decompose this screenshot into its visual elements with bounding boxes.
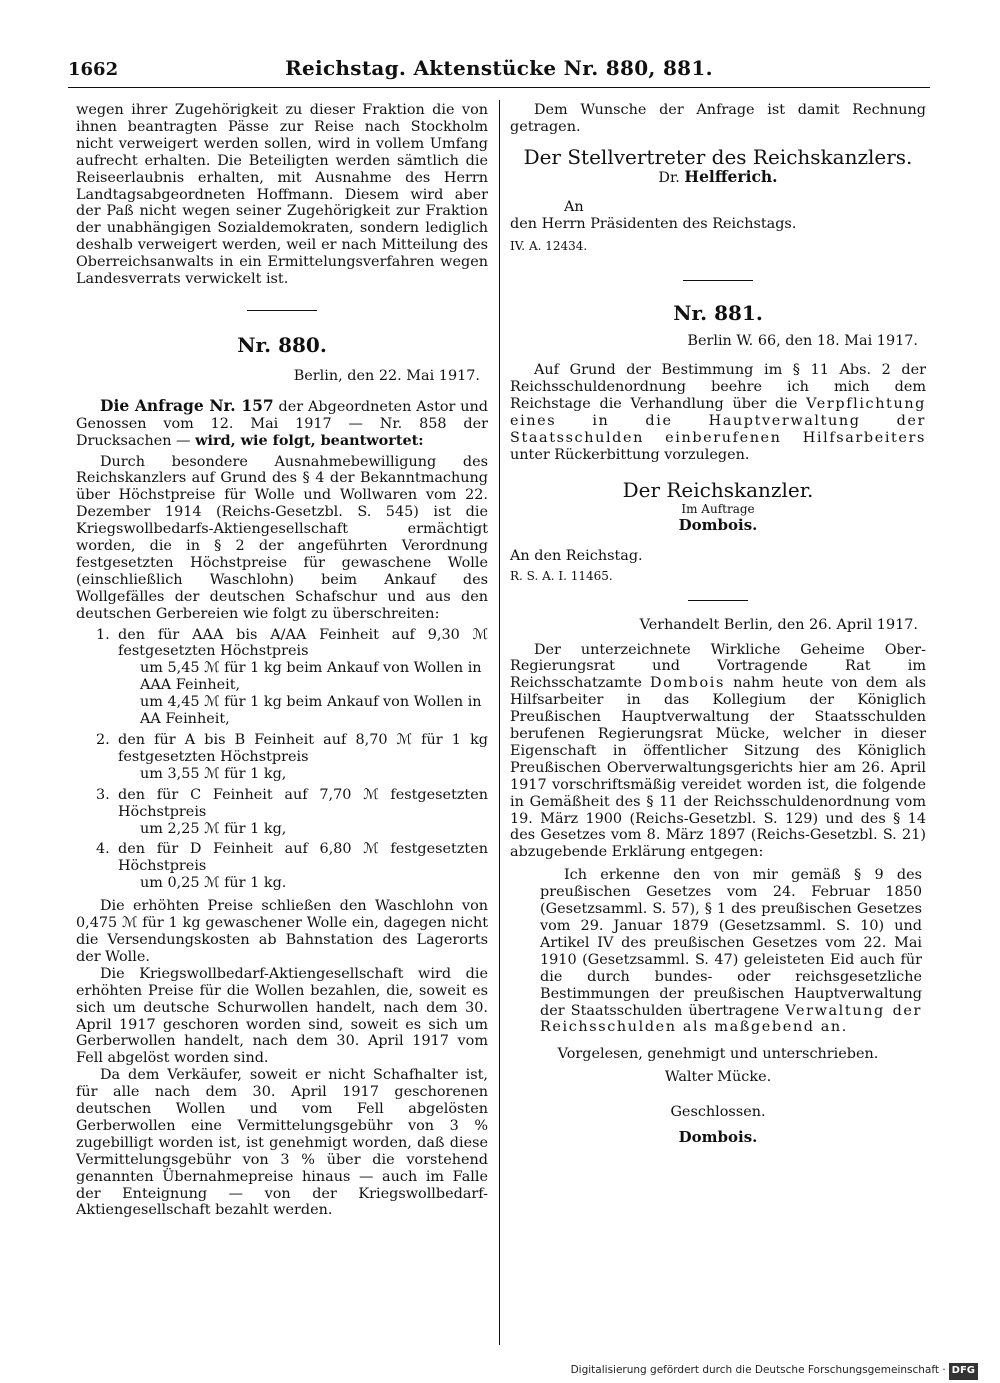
column-divider [499,100,500,1345]
dfg-logo: DFG [949,1363,978,1380]
list-number: 2. [96,732,110,748]
on-behalf-label: Im Auftrage [681,501,755,516]
address-line: den Herrn Präsidenten des Reichstags. [510,215,797,232]
continuation-paragraph: wegen ihrer Zugehörigkeit zu dieser Fraktion die von ihnen beantragten Pässe zur Reise nach Stockholm nicht verweigert werden sollen, wird in vollem Umfang aufrecht erhalten. Die Beteiligten werden sämtlich die Reiseerlaubnis erhalten, mit Ausnahme des Herrn Landtagsabgeordneten Hoffmann. Diesem wird aber der Paß nicht wegen seiner Zugehörigkeit zur Fraktion der unabhängigen Sozialdemokraten, sondern lediglich deshalb verweigert werden, weil er nach Mitteilung des Oberreichsanwalts in ein Ermittelungsverfahren wegen Landesverrats verwickelt ist. [76,102,488,288]
oath-declaration: Ich erkenne den von mir gemäß § 9 des preußischen Gesetzes vom 24. Februar 1850 (Gesetzsamml. S. 57), § 1 des preußischen Gesetzes vom 29. Januar 1879 (Gesetzsamml. S. 10) und Artikel IV des preußischen Gesetzes vom 22. Mai 1910 (Gesetzsamml. S. 47) geleisteten Eid auch für die durch bundes- oder reichsgesetzliche Bestimmungen der preußischen Hauptverwaltung der Staatsschulden übertragene Verwaltung der Reichsschulden als maßgebend an. [540,867,922,1036]
list-item: 2. den für A bis B Feinheit auf 8,70 ℳ für 1 kg festgesetzten Höchstpreis [96,732,488,765]
paragraph: Durch besondere Ausnahmebewilligung des Reichskanzlers auf Grund des § 4 der Bekanntmachung über Höchstpreise für Wolle und Wollwaren vom 22. Dezember 1914 (Reichs-Gesetzbl. S. 545) ist die Kriegswollbedarfs-Aktiengesellschaft ermächtigt worden, die in § 2 der angeführten Verordnung festgesetzten Höchstpreise für gewaschene Wolle (einschließlich Waschlohn) beim Ankauf des Wollgefälles der deutschen Schafschur und aus den deutschen Gerbereien wie folgt zu überschreiten: [76,453,488,622]
office-title: Der Stellvertreter des Reichskanzlers. [523,144,913,169]
list-subitem: um 2,25 ℳ für 1 kg, [140,820,287,837]
emphasized-name: Dombois [650,675,725,692]
intro-paragraph: Die Anfrage Nr. 157 der Abgeordneten Astor und Genossen vom 12. Mai 1917 — Nr. 858 der Drucksachen — wird, wie folgt, beantwortet: [76,395,488,449]
signature: Dr. Helfferich. [658,166,778,186]
answer-phrase: wird, wie folgt, beantwortet: [195,431,424,449]
page-title: Reichstag. Aktenstücke Nr. 880, 881. [285,56,713,80]
address-prefix: An [564,198,584,215]
paragraph: Auf Grund der Bestimmung im § 11 Abs. 2 der Reichsschuldenordnung beehre ich mich dem Reichstage die Verhandlung über die Verpflichtung eines in die Hauptverwaltung der Staatsschulden einberufenen Hilfsarbeiters unter Rückerbittung vorzulegen. [510,362,926,463]
list-item: 3. den für C Feinheit auf 7,70 ℳ festgesetzten Höchstpreis [96,786,488,820]
header-rule [68,87,930,88]
paragraph: Die Kriegswollbedarf-Aktiengesellschaft wird die erhöhten Preise für die Wollen bezahlen, die, soweit es sich um deutsche Schurwollen handelt, nach dem 30. April 1917 geschoren worden sind, soweit es sich um Gerberwollen handelt, nach dem 30. April 1917 vom Fell abgelöst worden sind. [76,965,488,1067]
digitization-note: Digitalisierung gefördert durch die Deutsche Forschungsgemeinschaft · DFG [571,1362,978,1380]
page-number: 1662 [68,59,119,80]
list-number: 4. [96,841,110,858]
right-column [510,102,926,1146]
date-line: Verhandelt Berlin, den 26. April 1917. [639,616,918,633]
list-number: 1. [96,626,110,643]
document-number-heading: Nr. 880. [237,332,327,357]
paragraph: Der unterzeichnete Wirkliche Geheime Ober-Regierungsrat und Vortragende Rat im Reichsschatzamte Dombois nahm heute von dem als Hilfsarbeiter in das Kollegium der Königlich Preußischen Hauptverwaltung der Staatsschulden berufenen Regierungsrat Mücke, welcher in dieser Eigenschaft in öffentlicher Sitzung des Königlich Preußischen Oberverwaltungsgerichts hier am 26. April 1917 vorschriftsmäßig vereidet worden ist, die folgende in Gemäßheit des § 11 der Reichsschuldenordnung vom 19. März 1900 (Reichs-Gesetzbl. S. 129) und des § 14 des Gesetzes vom 8. März 1897 (Reichs-Gesetzbl. S. 21) abzugebende Erklärung entgegen: [510,641,926,861]
list-item: 1. den für AAA bis A/AA Feinheit auf 9,30 ℳ festgesetzten Höchstpreis [96,626,488,660]
price-list [76,627,488,893]
paragraph: Die erhöhten Preise schließen den Waschlohn von 0,475 ℳ für 1 kg gewaschener Wolle ein, dagegen nicht die Versendungskosten ab Bahnstation des Lagerorts der Wolle. [76,898,488,965]
left-column [76,102,488,1219]
signer-name: Helfferich. [684,166,778,186]
list-item: 4. den für D Feinheit auf 6,80 ℳ festgesetzten Höchstpreis [96,841,488,875]
final-signature: Dombois. [678,1128,758,1147]
paragraph: Da dem Verkäufer, soweit er nicht Schafhalter ist, für alle nach dem 30. April 1917 geschorenen deutschen Wollen und vom Fell abgelösten Gerberwollen eine Vermittelungsgebühr von 3 % zugebilligt worden ist, ist genehmigt worden, daß diese Vermittelungsgebühr von 3 % über die vorstehend genannten Übernahmepreise hinaus — auch im Falle der Enteignung — von der Kriegswollbedarf-Aktiengesellschaft bezahlt werden. [76,1067,488,1219]
list-number: 3. [96,786,110,803]
signer-name: Walter Mücke. [664,1069,772,1086]
date-line: Berlin, den 22. Mai 1917. [293,367,480,384]
read-approved-signed: Vorgelesen, genehmigt und unterschrieben. [557,1046,879,1063]
document-number-heading: Nr. 881. [673,300,763,325]
address-line: An den Reichstag. [510,547,643,564]
date-line: Berlin W. 66, den 18. Mai 1917. [687,333,918,350]
list-subitem: um 5,45 ℳ für 1 kg beim Ankauf von Wollen in AAA Feinheit, [140,660,482,694]
page-header [68,56,930,88]
emphasized-text: Verwaltung der Reichsschulden als maßgebend an. [540,1002,922,1036]
inquiry-reference: Die Anfrage Nr. 157 [100,395,274,415]
list-subitem: um 3,55 ℳ für 1 kg, [140,765,287,782]
emphasized-text: Verpflichtung eines in die Hauptverwaltung der Staatsschulden einberufenen Hilfsarbeiters [510,396,926,446]
reference-number: IV. A. 12434. [510,238,588,253]
office-title: Der Reichskanzler. [622,477,814,502]
list-subitem: um 4,45 ℳ für 1 kg beim Ankauf von Wollen in AA Feinheit, [140,694,482,728]
signer-name: Dombois. [678,515,758,534]
list-subitem: um 0,25 ℳ für 1 kg. [140,875,287,892]
closed-label: Geschlossen. [670,1104,766,1121]
continuation-paragraph: Dem Wunsche der Anfrage ist damit Rechnung getragen. [510,102,926,135]
reference-number: R. S. A. I. 11465. [510,568,613,583]
